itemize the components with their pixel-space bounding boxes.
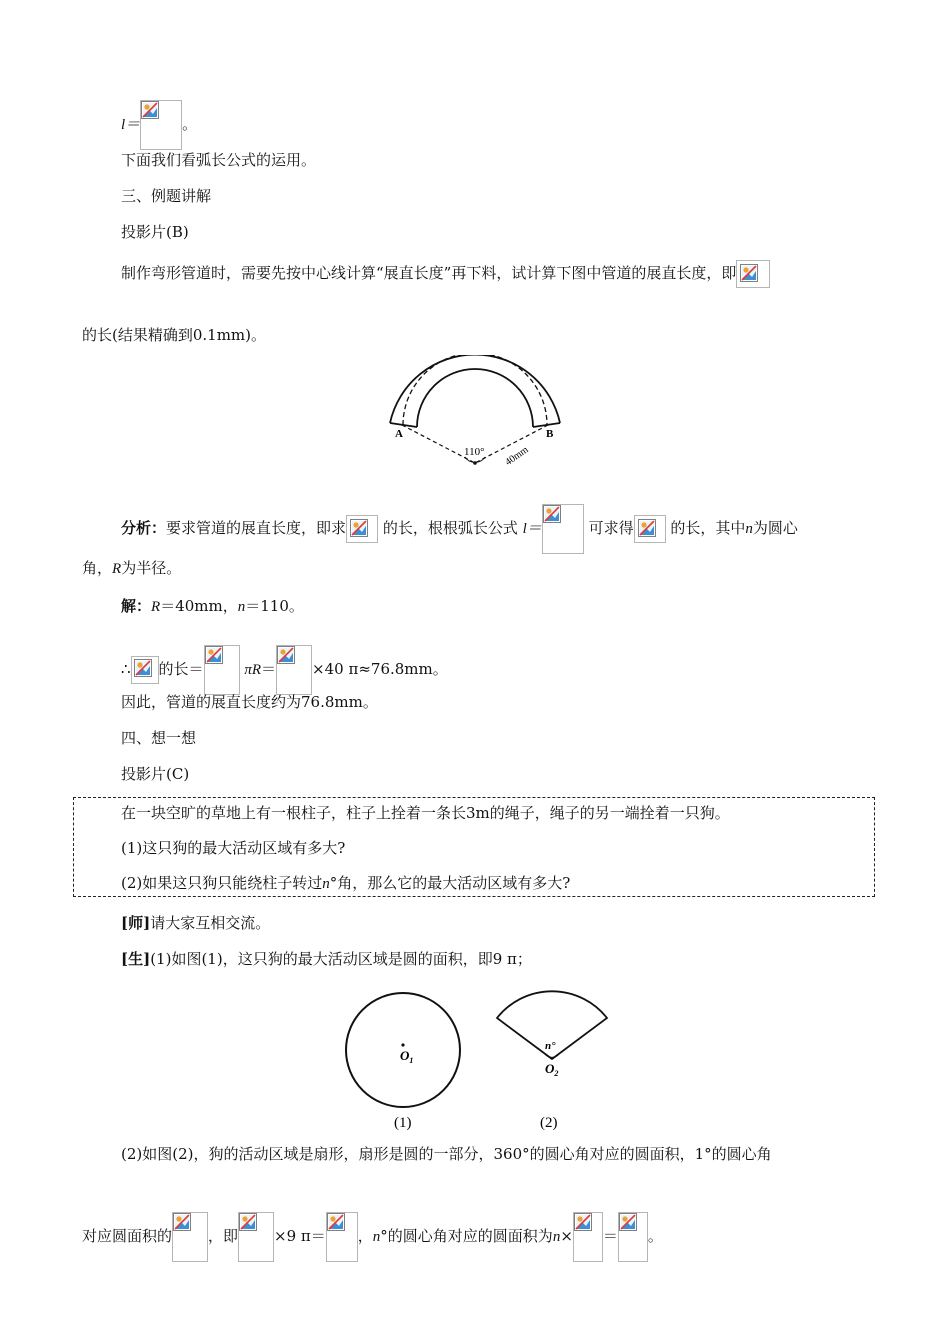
broken-image-icon bbox=[346, 515, 378, 543]
broken-image-icon bbox=[276, 645, 312, 695]
caption-1: (1) bbox=[394, 1115, 412, 1131]
center-o2: $O_2$ bbox=[545, 1061, 559, 1078]
box-text: (1)这只狗的最大活动区域有多大? bbox=[121, 839, 346, 857]
paragraph-text: (2)如图(2)，狗的活动区域是扇形，扇形是圆的一部分，360°的圆心角对应的圆面积，1°的圆心角 bbox=[121, 1145, 772, 1163]
box-text: 在一块空旷的草地上有一根柱子，柱子上拴着一条长3m的绳子，绳子的另一端拴着一只狗。 bbox=[121, 804, 730, 822]
calculation-line: ∴ 的长＝ πR＝ ×40 π≈76.8mm。 bbox=[121, 645, 448, 695]
conclusion-text: 因此，管道的展直长度约为76.8mm。 bbox=[121, 693, 378, 711]
circle-sector-diagram bbox=[340, 985, 620, 1135]
broken-image-icon bbox=[736, 260, 770, 288]
pipe-label-a: A bbox=[395, 428, 403, 440]
pipe-label-b: B bbox=[546, 428, 554, 440]
analysis-text-cont: 角，R为半径。 bbox=[82, 559, 182, 577]
broken-image-icon bbox=[326, 1212, 358, 1262]
pipe-radius-label: 40mm bbox=[503, 444, 531, 469]
sector-angle: n° bbox=[545, 1040, 556, 1052]
problem-text-cont: 的长(结果精确到0.1mm)。 bbox=[82, 326, 267, 344]
broken-image-icon bbox=[204, 645, 240, 695]
box-text: (2)如果这只狗只能绕柱子转过n°角，那么它的最大活动区域有多大? bbox=[121, 874, 571, 892]
pipe-angle-label: 110° bbox=[464, 446, 485, 458]
broken-image-icon bbox=[131, 656, 159, 684]
formula-l: l＝ bbox=[121, 117, 141, 133]
center-o1: $O_1$ bbox=[400, 1048, 414, 1065]
paragraph-text-cont: 对应圆面积的 ，即 ×9 π＝ ，n°的圆心角对应的圆面积为n× ＝ 。 bbox=[82, 1212, 663, 1262]
solution-text: 解：R＝40mm，n＝110。 bbox=[121, 597, 304, 615]
broken-image-icon bbox=[618, 1212, 648, 1262]
slide-label: 投影片(C) bbox=[121, 765, 190, 783]
broken-image-icon bbox=[573, 1212, 603, 1262]
student-text: [生](1)如图(1)，这只狗的最大活动区域是圆的面积，即9 π； bbox=[121, 950, 532, 968]
section-heading: 四、想一想 bbox=[121, 729, 197, 747]
broken-image-icon bbox=[542, 504, 584, 554]
problem-text: 制作弯形管道时，需要先按中心线计算“展直长度”再下料，试计算下图中管道的展直长度，即 bbox=[121, 260, 770, 288]
section-heading: 三、例题讲解 bbox=[121, 187, 212, 205]
pipe-diagram bbox=[385, 355, 565, 475]
analysis-text: 分析：要求管道的展直长度，即求 的长，根根弧长公式 l＝ 可求得 的长，其中n为圆心 bbox=[121, 504, 798, 554]
broken-image-icon bbox=[172, 1212, 208, 1262]
broken-image-icon bbox=[238, 1212, 274, 1262]
formula-line: l＝ 。 bbox=[121, 100, 197, 150]
broken-image-icon bbox=[140, 100, 182, 150]
caption-2: (2) bbox=[540, 1115, 558, 1131]
broken-image-icon bbox=[634, 515, 666, 543]
teacher-text: [师]请大家互相交流。 bbox=[121, 914, 271, 932]
intro-text: 下面我们看弧长公式的运用。 bbox=[121, 151, 317, 169]
slide-label: 投影片(B) bbox=[121, 223, 189, 241]
